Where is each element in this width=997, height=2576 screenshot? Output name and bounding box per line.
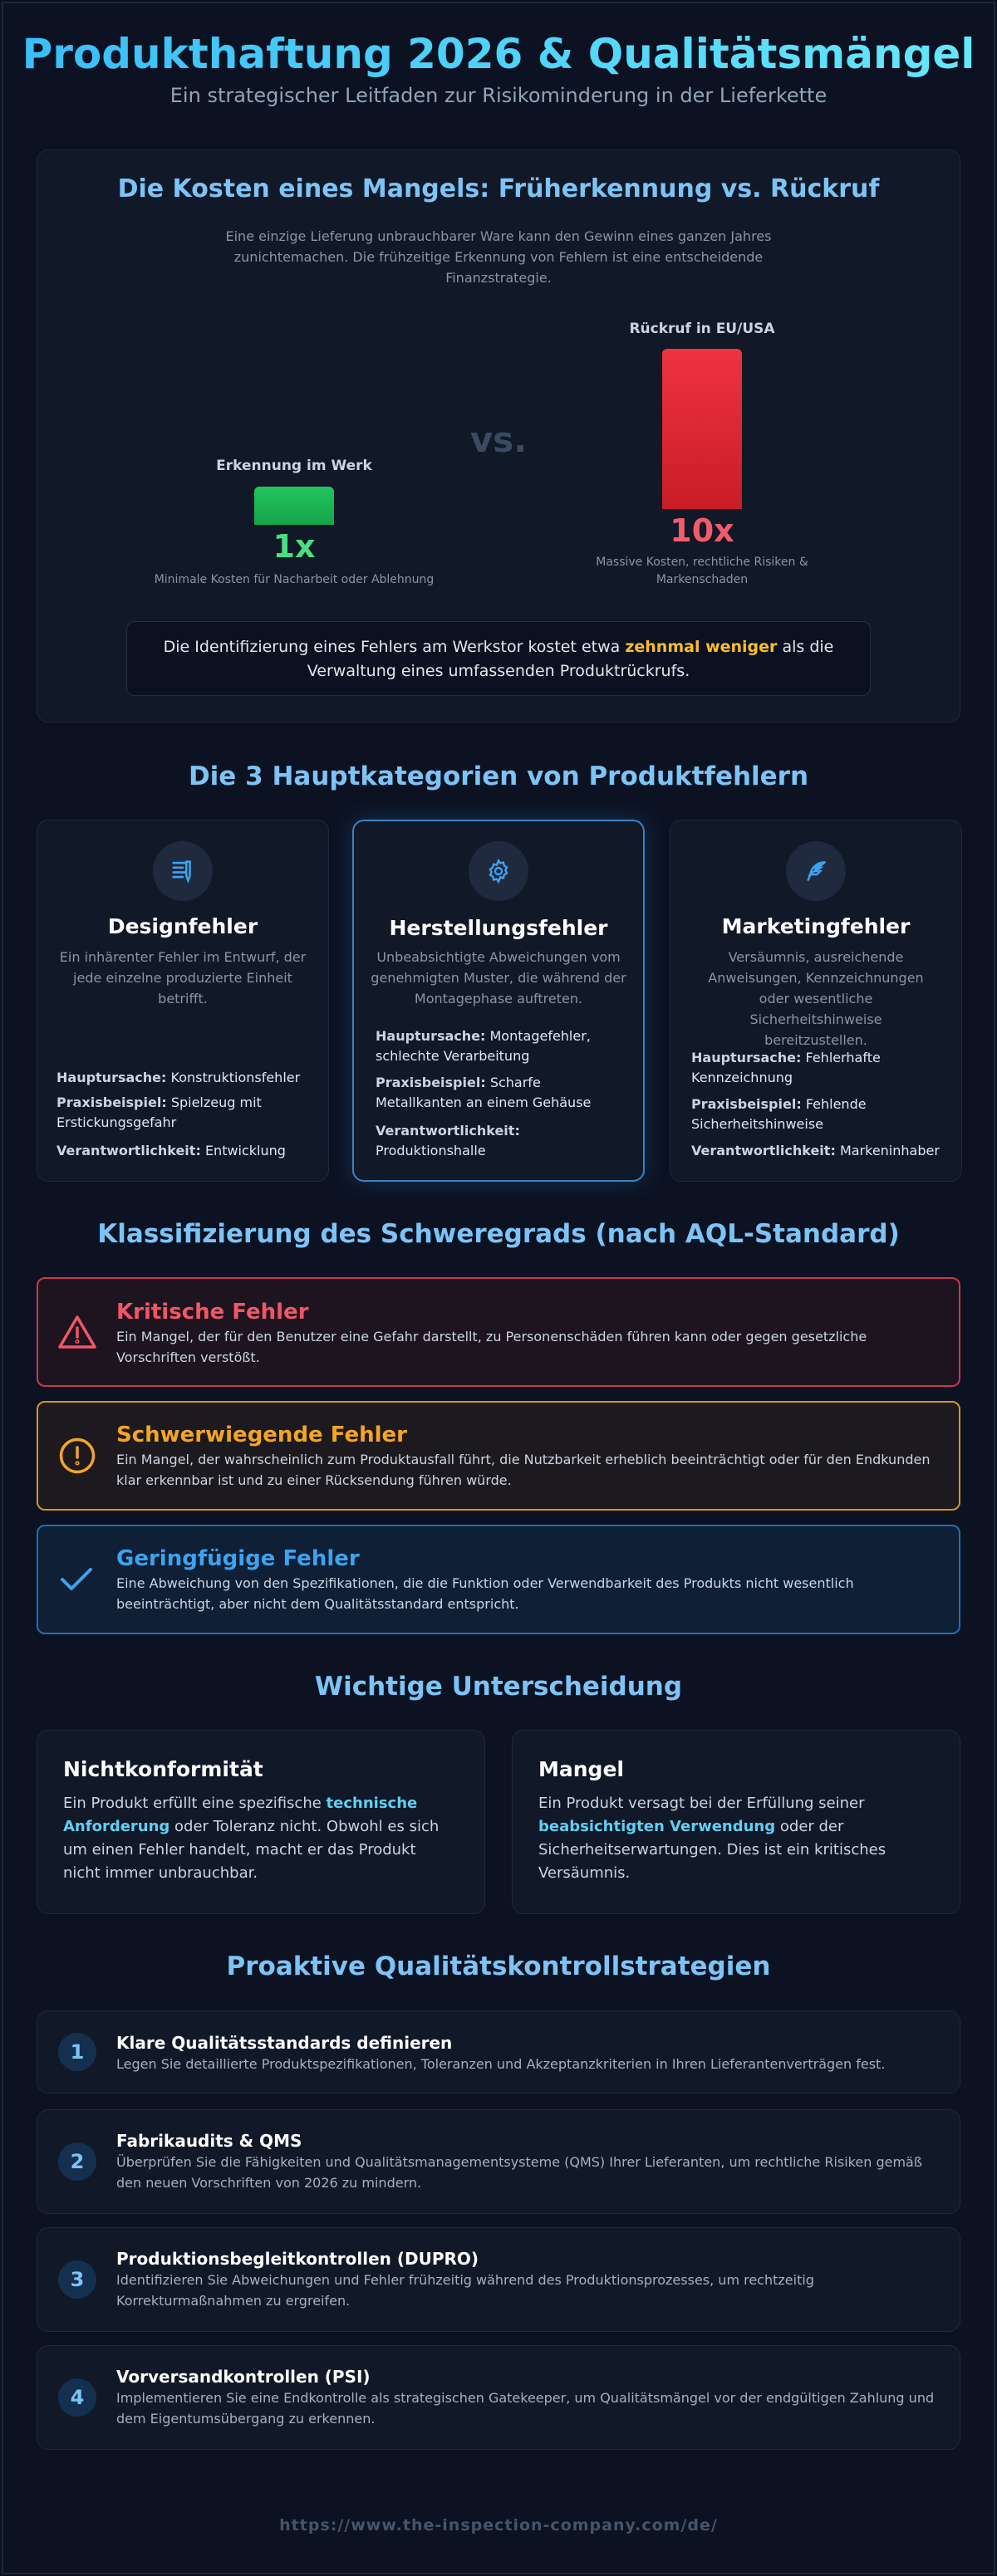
cost-section-title: Die Kosten eines Mangels: Früherkennung vs. Rückruf (117, 174, 880, 203)
step-number: 4 (58, 2378, 96, 2417)
recall-note: Massive Kosten, rechtliche Risiken & Markenschaden (596, 556, 808, 586)
category-description: Versäumnis, ausreichende Anweisungen, Kennzeichnungen oder wesentliche Sicherheitshinweise bereitzustellen. (708, 949, 924, 1048)
recall-multiplier: 10x (670, 512, 734, 549)
category-responsibility: Verantwortlichkeit: Produktionshalle (376, 1123, 520, 1158)
severity-section-title: Klassifizierung des Schweregrads (nach AQL-Standard) (97, 1219, 900, 1249)
severity-title: Geringfügige Fehler (116, 1546, 360, 1571)
strategy-text: Legen Sie detaillierte Produktspezifikationen, Toleranzen und Akzeptanzkriterien in Ihren Lieferantenverträgen fest. (116, 2056, 886, 2072)
category-title: Marketingfehler (721, 914, 911, 938)
defect-title: Mangel (538, 1757, 624, 1781)
callout-text-end: als die Verwaltung eines umfassenden Produktrückrufs. (307, 638, 834, 680)
step-number: 1 (58, 2033, 96, 2071)
strategy-title: Produktionsbegleitkontrollen (DUPRO) (116, 2249, 479, 2269)
severity-text: Ein Mangel, der für den Benutzer eine Gefahr darstellt, zu Personenschäden führen kann oder gegen gesetzliche Vorschriften verstößt. (116, 1329, 867, 1365)
warning-triangle-icon (56, 1314, 98, 1354)
exclamation-circle-icon (58, 1437, 96, 1478)
factory-multiplier: 1x (273, 528, 316, 565)
checkmark-icon (58, 1565, 95, 1598)
vs-label: vs. (469, 419, 528, 460)
factory-cost-bar (254, 487, 334, 525)
feather-icon (786, 841, 846, 901)
category-cause: Hauptursache: Konstruktionsfehler (56, 1070, 301, 1085)
strategy-title: Vorversandkontrollen (PSI) (116, 2367, 371, 2387)
recall-bar-label: Rückruf in EU/USA (629, 321, 775, 337)
ruler-pen-icon (153, 841, 213, 901)
severity-title: Kritische Fehler (116, 1300, 309, 1325)
distinction-section-title: Wichtige Unterscheidung (314, 1672, 683, 1702)
strategy-text: Überprüfen Sie die Fähigkeiten und Qualitätsmanagementsysteme (QMS) Ihrer Lieferanten, um rechtliche Risiken gemäß den neuen Vorschriften von 2026 zu mindern. (116, 2154, 922, 2191)
gear-icon (469, 841, 528, 901)
category-example: Praxisbeispiel: Spielzeug mit Erstickungsgefahr (56, 1095, 262, 1130)
category-title: Designfehler (107, 914, 258, 938)
category-cause: Hauptursache: Fehlerhafte Kennzeichnung (691, 1050, 881, 1085)
factory-bar-label: Erkennung im Werk (216, 458, 372, 474)
strategy-title: Klare Qualitätsstandards definieren (116, 2033, 453, 2053)
category-responsibility: Verantwortlichkeit: Markeninhaber (691, 1143, 940, 1158)
nonconformity-title: Nichtkonformität (63, 1757, 263, 1781)
strategies-section-title: Proaktive Qualitätskontrollstrategien (226, 1952, 771, 1981)
recall-cost-bar (662, 349, 742, 509)
step-number: 3 (58, 2260, 96, 2299)
category-responsibility: Verantwortlichkeit: Entwicklung (56, 1143, 286, 1158)
categories-section-title: Die 3 Hauptkategorien von Produktfehlern (188, 762, 809, 791)
severity-title: Schwerwiegende Fehler (116, 1423, 407, 1447)
page-title: Produkthaftung 2026 & Qualitätsmängel (0, 30, 997, 78)
cost-callout (126, 621, 871, 696)
footer-url[interactable]: https://www.the-inspection-company.com/de/ (279, 2516, 718, 2534)
category-example: Praxisbeispiel: Scharfe Metallkanten an einem Gehäuse (376, 1075, 592, 1110)
severity-text: Ein Mangel, der wahrscheinlich zum Produktausfall führt, die Nutzbarkeit erheblich beeinträchtigt oder für den Endkunden klar erkennbar ist und zu einer Rücksendung führen würde. (116, 1452, 931, 1488)
strategy-text: Implementieren Sie eine Endkontrolle als strategischen Gatekeeper, um Qualitätsmängel vor der endgültigen Zahlung und dem Eigentumsübergang zu erkennen. (116, 2390, 935, 2427)
callout-text-start: Die Identifizierung eines Fehlers am Werkstor kostet etwa (163, 638, 621, 656)
factory-note: Minimale Kosten für Nacharbeit oder Ablehnung (154, 573, 435, 586)
step-number: 2 (58, 2143, 96, 2181)
nonconformity-text: Ein Produkt erfüllt eine spezifische technische Anforderung oder Toleranz nicht. Obwohl es sich um einen Fehler handelt, macht er das Produkt nicht immer unbrauchbar. (63, 1795, 440, 1882)
category-description: Ein inhärenter Fehler im Entwurf, der jede einzelne produzierte Einheit betrifft. (59, 949, 307, 1006)
strategy-title: Fabrikaudits & QMS (116, 2131, 302, 2151)
category-cause: Hauptursache: Montagefehler, schlechte Verarbeitung (376, 1028, 591, 1064)
category-title: Herstellungsfehler (389, 916, 608, 940)
category-example: Praxisbeispiel: Fehlende Sicherheitshinweise (691, 1096, 867, 1132)
cost-description: Eine einzige Lieferung unbrauchbarer Ware kann den Gewinn eines ganzen Jahres zunichtemachen. Die frühzeitige Erkennung von Fehlern ist eine entscheidende Finanzstrategie. (225, 228, 772, 286)
category-description: Unbeabsichtigte Abweichungen vom genehmigten Muster, die während der Montagephase auftreten. (371, 949, 626, 1006)
callout-highlight: zehnmal weniger (625, 638, 778, 656)
page-subtitle: Ein strategischer Leitfaden zur Risikominderung in der Lieferkette (169, 84, 828, 107)
severity-text: Eine Abweichung von den Spezifikationen, die die Funktion oder Verwendbarkeit des Produkts nicht wesentlich beeinträchtigt, aber nicht dem Qualitätsstandard entspricht. (116, 1575, 854, 1612)
defect-text: Ein Produkt versagt bei der Erfüllung seiner beabsichtigten Verwendung oder der Sicherheitserwartungen. Dies ist ein kritisches Versäumnis. (538, 1795, 886, 1882)
strategy-text: Identifizieren Sie Abweichungen und Fehler frühzeitig während des Produktionsprozesses, um rechtzeitig Korrekturmaßnahmen zu ergreifen. (116, 2272, 814, 2309)
